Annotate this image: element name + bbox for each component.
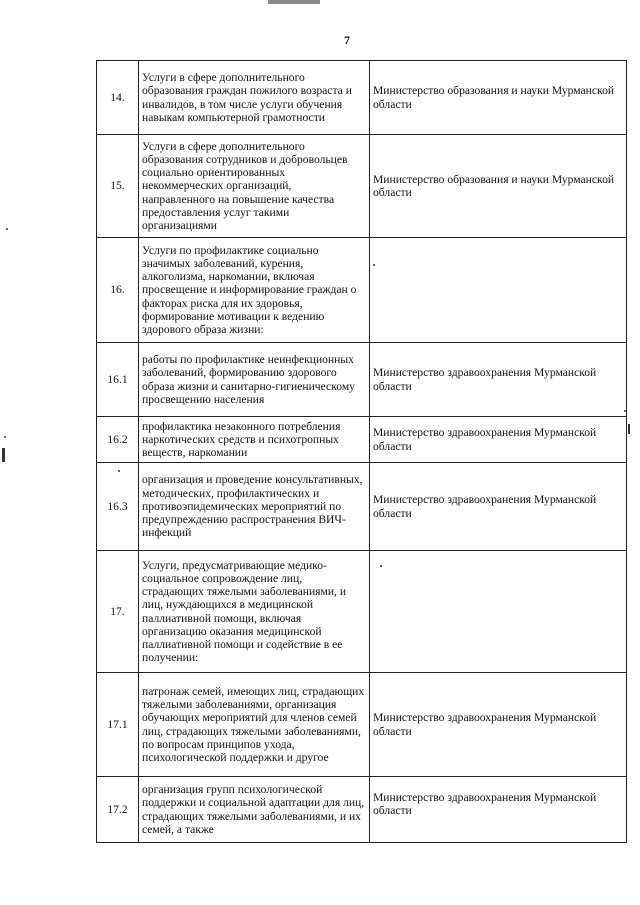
row-number: 17.2: [97, 777, 139, 843]
responsible-agency: Министерство образования и науки Мурманской области: [370, 61, 627, 135]
table-row: [97, 343, 627, 417]
responsible-agency: Министерство здравоохранения Мурманской области: [370, 463, 627, 551]
service-name: патронаж семей, имеющих лиц, страдающих тяжелыми заболеваниями, организация обучающих мероприятий для членов семей лиц, страдающих тяжелыми заболеваниями, по вопросам принципов ухода, психологической поддержки и другое: [139, 673, 370, 777]
row-number: 16.: [97, 238, 139, 343]
table-row: [97, 238, 627, 343]
table-row: [97, 673, 627, 777]
scan-speck: [628, 424, 630, 434]
row-number: 16.1: [97, 343, 139, 417]
service-name: Услуги по профилактике социально значимых заболеваний, курения, алкоголизма, наркомании, включая просвещение и информирование граждан о факторах риска для их здоровья, формирование мотивации к ведению здорового образа жизни:: [139, 238, 370, 343]
row-number: 16.2: [97, 417, 139, 463]
scan-speck: [4, 436, 6, 438]
table-row: [97, 135, 627, 238]
row-number: 17.1: [97, 673, 139, 777]
responsible-agency: [370, 551, 627, 673]
responsible-agency: Министерство здравоохранения Мурманской области: [370, 777, 627, 843]
row-number: 17.: [97, 551, 139, 673]
scan-speck: [118, 470, 120, 472]
table-row: [97, 463, 627, 551]
scan-speck: [2, 448, 5, 462]
responsible-agency: [370, 238, 627, 343]
scan-speck: [6, 228, 8, 230]
table-row: [97, 551, 627, 673]
row-number: 16.3: [97, 463, 139, 551]
responsible-agency: Министерство здравоохранения Мурманской области: [370, 343, 627, 417]
services-table: [96, 60, 627, 843]
service-name: организация групп психологической поддержки и социальной адаптации для лиц, страдающих тяжелыми заболеваниями, и их семей, а также: [139, 777, 370, 843]
service-name: работы по профилактике неинфекционных заболеваний, формированию здорового образа жизни и санитарно-гигиеническому просвещению населения: [139, 343, 370, 417]
service-name: организация и проведение консультативных, методических, профилактических и противоэпидемических мероприятий по предупреждению распространения ВИЧ-инфекций: [139, 463, 370, 551]
scan-speck: [380, 565, 382, 567]
table-row: [97, 417, 627, 463]
responsible-agency: Министерство здравоохранения Мурманской области: [370, 417, 627, 463]
row-number: 14.: [97, 61, 139, 135]
service-name: Услуги в сфере дополнительного образования сотрудников и добровольцев социально ориентированных некоммерческих организаций, направленного на повышение качества предоставления услуг такими организациями: [139, 135, 370, 238]
table-row: [97, 61, 627, 135]
scan-artifact-top: [268, 0, 320, 4]
scan-speck: [373, 264, 375, 266]
responsible-agency: Министерство образования и науки Мурманской области: [370, 135, 627, 238]
table-row: [97, 777, 627, 843]
service-name: Услуги, предусматривающие медико-социальное сопровождение лиц, страдающих тяжелыми заболеваниями, и лиц, нуждающихся в медицинской паллиативной помощи, включая организацию оказания медицинской паллиативной помощи и содействие в ее получении:: [139, 551, 370, 673]
scan-speck: [624, 410, 626, 412]
responsible-agency: Министерство здравоохранения Мурманской области: [370, 673, 627, 777]
row-number: 15.: [97, 135, 139, 238]
service-name: профилактика незаконного потребления наркотических средств и психотропных веществ, наркомании: [139, 417, 370, 463]
page-number: 7: [344, 33, 350, 47]
service-name: Услуги в сфере дополнительного образования граждан пожилого возраста и инвалидов, в том числе услуги обучения навыкам компьютерной грамотности: [139, 61, 370, 135]
